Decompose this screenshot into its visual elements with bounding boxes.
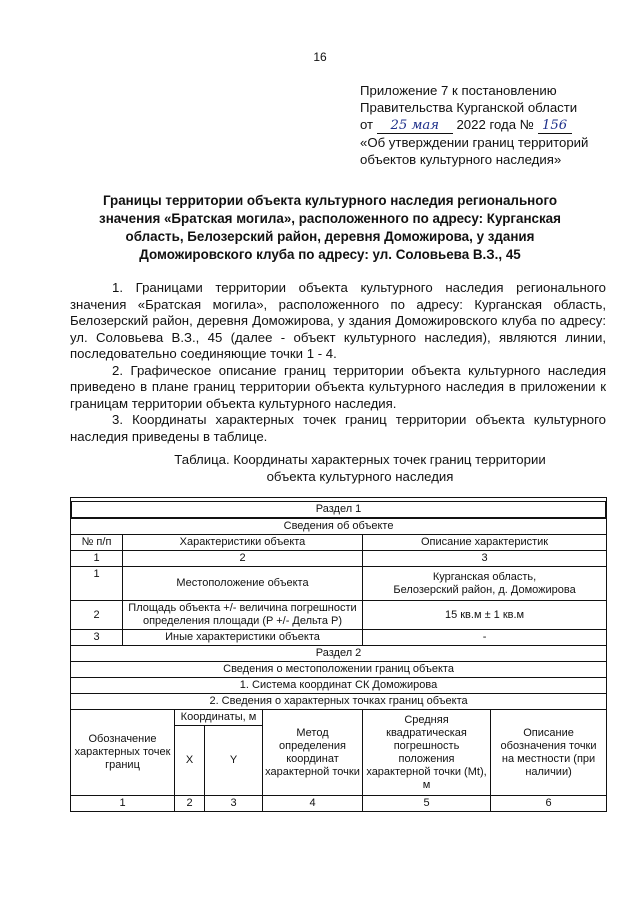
row-num-cell: 2 — [71, 601, 123, 630]
table-caption-line-1: Таблица. Координаты характерных точек границ территории — [174, 452, 546, 467]
document-title — [70, 192, 590, 264]
header-place-description: Описание обозначения точки на местности (при наличии) — [491, 710, 607, 796]
row-value-line: Курганская область, — [432, 570, 537, 583]
annex-line-2: Правительства Курганской области — [360, 100, 578, 115]
coord-system-heading: 1. Система координат СК Доможирова — [71, 678, 607, 694]
col-number-cell: 1 — [71, 551, 123, 567]
page-number: 16 — [313, 50, 327, 64]
header-point-designation: Обозначение характерных точек границ — [71, 710, 175, 796]
table-row — [71, 535, 607, 551]
annex-line-1: Приложение 7 к постановлению — [360, 83, 557, 98]
row-num-cell: 3 — [71, 630, 123, 646]
section-1-heading: Раздел 1 — [71, 498, 607, 519]
table-row — [71, 601, 607, 630]
header-num: № п/п — [71, 535, 123, 551]
annex-date-line — [360, 116, 630, 134]
annex-date-year: 2022 года — [456, 117, 517, 132]
handwritten-date: 25 мая — [377, 119, 453, 134]
col-number-cell: 3 — [205, 796, 263, 812]
table-row — [71, 551, 607, 567]
row-num-cell: 1 — [71, 567, 123, 601]
title-line-3: область, Белозерский район, деревня Доможирова, у здания — [125, 229, 535, 244]
table-caption-line-2: объекта культурного наследия — [266, 469, 454, 484]
table-row — [71, 630, 607, 646]
col-number-cell: 2 — [175, 796, 205, 812]
row-name-cell: Иные характеристики объекта — [123, 630, 363, 646]
paragraph-1: 1. Границами территории объекта культурного наследия регионального значения «Братская могила», расположенного по адресу: Курганская область, Белозерский район, деревня Доможирова, у здания Доможировского клуба по адресу: ул. Соловьева В.З., 45 (далее - объект культурного наследия), являются линии, последовательно соединяющие точки 1 - 4. — [70, 280, 606, 361]
row-value-cell: 15 кв.м ± 1 кв.м — [363, 601, 607, 630]
row-value-cell — [363, 567, 607, 601]
row-value-line: Белозерский район, д. Доможирова — [393, 583, 576, 596]
table-row — [71, 498, 607, 519]
table-row — [71, 567, 607, 601]
header-coordinates: Координаты, м — [175, 710, 263, 726]
header-description: Описание характеристик — [363, 535, 607, 551]
location-info-heading: Сведения о местоположении границ объекта — [71, 662, 607, 678]
col-number-cell: 6 — [491, 796, 607, 812]
paragraph-3: 3. Координаты характерных точек границ территории объекта культурного наследия приведены в таблице. — [70, 412, 606, 444]
row-name-line: Площадь объекта +/- величина погрешности — [128, 602, 357, 614]
title-line-1: Границы территории объекта культурного наследия регионального — [102, 193, 558, 208]
table-row — [71, 710, 607, 726]
table-row — [71, 694, 607, 710]
col-number-cell: 5 — [363, 796, 491, 812]
table-row — [71, 646, 607, 662]
col-number-cell: 3 — [363, 551, 607, 567]
header-x: X — [175, 726, 205, 796]
table-row — [71, 519, 607, 535]
annex-date-prefix: от — [360, 117, 374, 132]
col-number-cell: 4 — [263, 796, 363, 812]
header-mean-error: Средняя квадратическая погрешность положения характерной точки (Mt), м — [363, 710, 491, 796]
object-info-heading: Сведения об объекте — [71, 519, 607, 535]
table-caption — [150, 451, 570, 485]
title-line-2: значения «Братская могила», расположенного по адресу: Курганская — [99, 211, 561, 226]
annex-line-4: «Об утверждении границ территорий — [360, 135, 589, 150]
row-value-cell: - — [363, 630, 607, 646]
annex-header — [360, 82, 630, 168]
annex-line-5: объектов культурного наследия» — [360, 152, 562, 167]
table-row — [71, 796, 607, 812]
table-row — [71, 678, 607, 694]
coordinates-table — [70, 497, 607, 812]
handwritten-number: 156 — [538, 119, 572, 134]
col-number-cell: 1 — [71, 796, 175, 812]
paragraph-2: 2. Графическое описание границ территории объекта культурного наследия приведено в плане границ территории объекта культурного наследия в приложении к границам территории объекта культурного наследия. — [70, 362, 606, 411]
row-name-line: определения площади (P +/- Дельта P) — [142, 615, 343, 627]
points-info-heading: 2. Сведения о характерных точках границ объекта — [71, 694, 607, 710]
row-name-cell: Местоположение объекта — [123, 567, 363, 601]
body-text — [70, 280, 606, 445]
header-method: Метод определения координат характерной точки — [263, 710, 363, 796]
title-line-4: Доможировского клуба по адресу: ул. Соловьева В.З., 45 — [139, 247, 521, 262]
header-y: Y — [205, 726, 263, 796]
table-row — [71, 662, 607, 678]
annex-number-prefix: № — [519, 117, 534, 132]
row-name-cell — [123, 601, 363, 630]
section-2-heading: Раздел 2 — [71, 646, 607, 662]
col-number-cell: 2 — [123, 551, 363, 567]
header-characteristics: Характеристики объекта — [123, 535, 363, 551]
